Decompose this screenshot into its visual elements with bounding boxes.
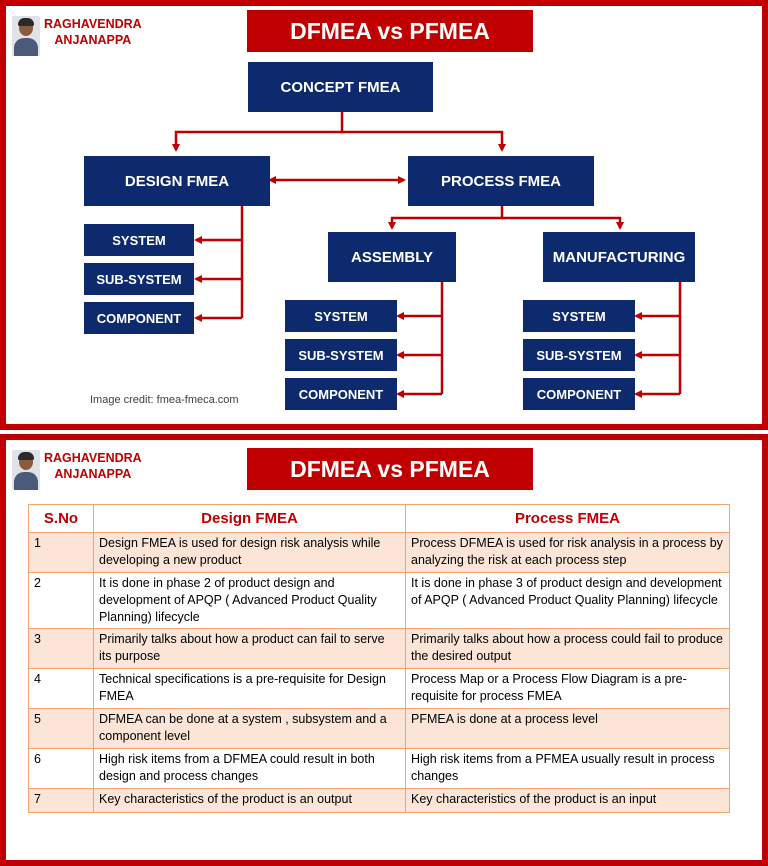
assembly-component-box: COMPONENT: [285, 378, 397, 410]
table-header-row: [29, 505, 730, 533]
table-row: [29, 629, 730, 669]
concept-fmea-box: CONCEPT FMEA: [248, 62, 433, 112]
manufacturing-component-box: COMPONENT: [523, 378, 635, 410]
assembly-system-box: SYSTEM: [285, 300, 397, 332]
header-sno: S.No: [29, 505, 94, 533]
cell-sno: 7: [29, 789, 94, 813]
table-row: [29, 533, 730, 573]
design-system-box: SYSTEM: [84, 224, 194, 256]
cell-design: Key characteristics of the product is an output: [94, 789, 406, 813]
cell-process: Process Map or a Process Flow Diagram is a pre-requisite for process FMEA: [406, 669, 730, 709]
cell-process: It is done in phase 3 of product design and development of APQP ( Advanced Product Quality Planning) lifecycle: [406, 573, 730, 629]
cell-process: Primarily talks about how a process could fail to produce the desired output: [406, 629, 730, 669]
cell-design: High risk items from a DFMEA could result in both design and process changes: [94, 749, 406, 789]
diagram-panel: [0, 0, 768, 430]
author-name-line1: RAGHAVENDRA: [44, 17, 142, 31]
design-fmea-box: DESIGN FMEA: [84, 156, 270, 206]
page-title: DFMEA vs PFMEA: [247, 448, 533, 490]
author-name: [44, 450, 142, 482]
cell-sno: 3: [29, 629, 94, 669]
cell-sno: 1: [29, 533, 94, 573]
author-name-line2: ANJANAPPA: [54, 467, 132, 481]
page-title: DFMEA vs PFMEA: [247, 10, 533, 52]
manufacturing-system-box: SYSTEM: [523, 300, 635, 332]
cell-sno: 6: [29, 749, 94, 789]
table-row: [29, 669, 730, 709]
cell-process: Process DFMEA is used for risk analysis in a process by analyzing the risk at each process step: [406, 533, 730, 573]
table-row: [29, 749, 730, 789]
image-credit: Image credit: fmea-fmeca.com: [90, 394, 239, 406]
table-row: [29, 709, 730, 749]
cell-design: Design FMEA is used for design risk analysis while developing a new product: [94, 533, 406, 573]
table-row: [29, 789, 730, 813]
cell-design: DFMEA can be done at a system , subsystem and a component level: [94, 709, 406, 749]
cell-sno: 2: [29, 573, 94, 629]
header-design: Design FMEA: [94, 505, 406, 533]
header-process: Process FMEA: [406, 505, 730, 533]
author-block: [12, 450, 142, 490]
table-row: [29, 573, 730, 629]
author-name-line2: ANJANAPPA: [54, 33, 132, 47]
manufacturing-box: MANUFACTURING: [543, 232, 695, 282]
design-component-box: COMPONENT: [84, 302, 194, 334]
author-name-line1: RAGHAVENDRA: [44, 451, 142, 465]
comparison-table: [28, 504, 730, 813]
cell-process: Key characteristics of the product is an input: [406, 789, 730, 813]
cell-design: Technical specifications is a pre-requisite for Design FMEA: [94, 669, 406, 709]
cell-sno: 4: [29, 669, 94, 709]
assembly-subsystem-box: SUB-SYSTEM: [285, 339, 397, 371]
cell-process: High risk items from a PFMEA usually result in process changes: [406, 749, 730, 789]
cell-sno: 5: [29, 709, 94, 749]
assembly-box: ASSEMBLY: [328, 232, 456, 282]
process-fmea-box: PROCESS FMEA: [408, 156, 594, 206]
manufacturing-subsystem-box: SUB-SYSTEM: [523, 339, 635, 371]
cell-design: It is done in phase 2 of product design and development of APQP ( Advanced Product Quality Planning) lifecycle: [94, 573, 406, 629]
author-avatar: [12, 450, 40, 490]
cell-design: Primarily talks about how a product can fail to serve its purpose: [94, 629, 406, 669]
cell-process: PFMEA is done at a process level: [406, 709, 730, 749]
comparison-panel: [0, 434, 768, 866]
design-subsystem-box: SUB-SYSTEM: [84, 263, 194, 295]
